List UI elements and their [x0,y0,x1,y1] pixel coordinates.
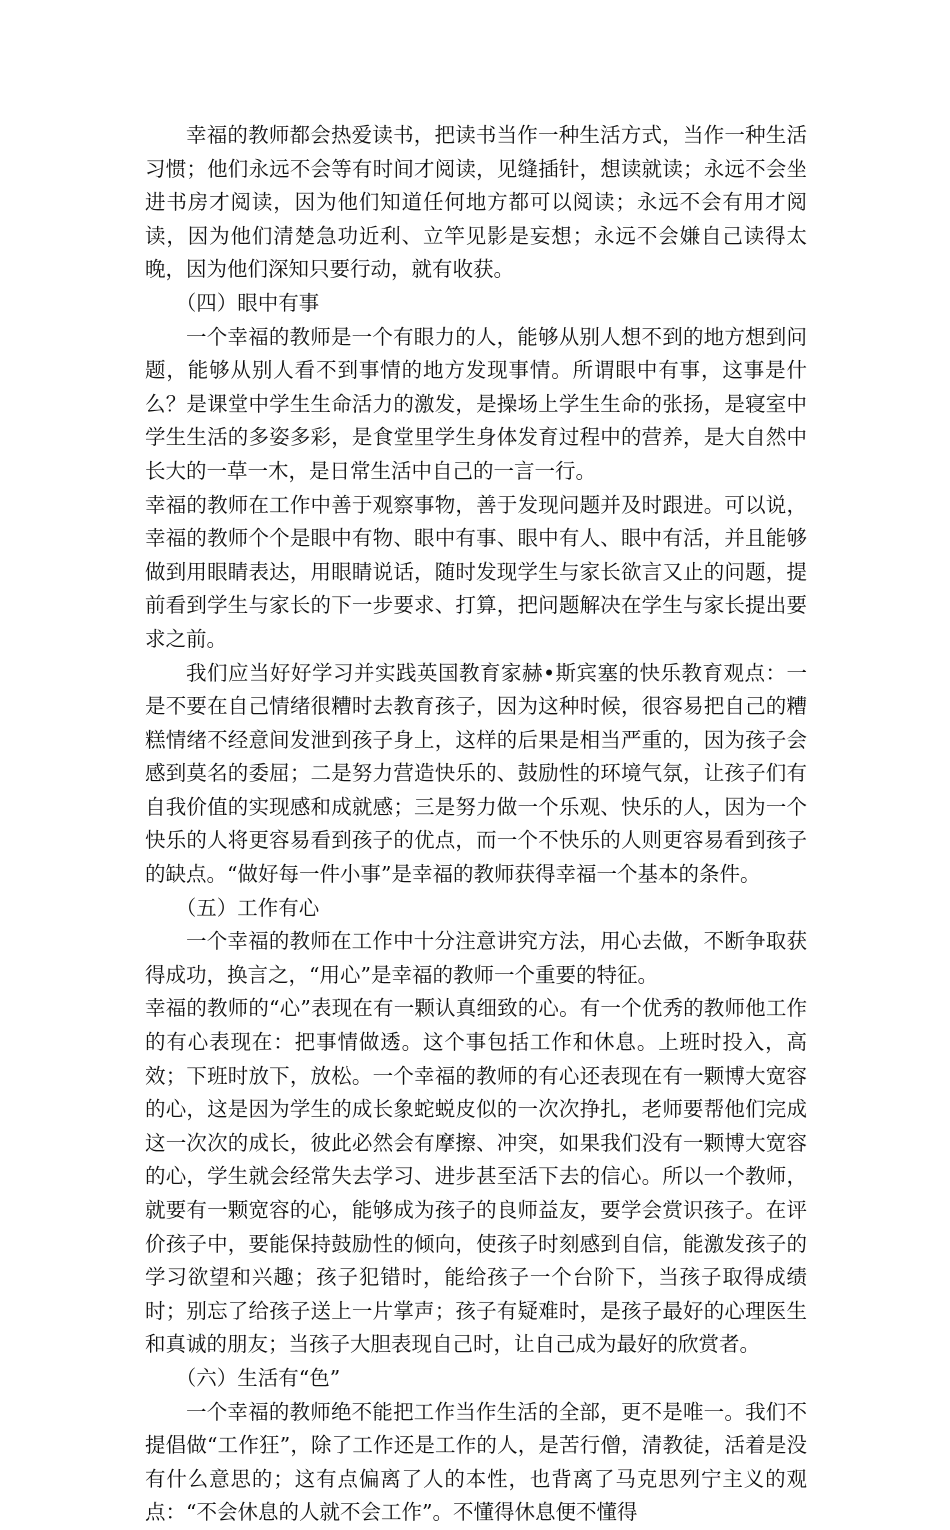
document-page [145,119,807,1530]
paragraph-heart: 幸福的教师的“心”表现在有一颗认真细致的心。有一个优秀的教师他工作的有心表现在：把事情做透。这个事包括工作和休息。上班时投入，高效；下班时放下，放松。一个幸福的教师的有心还表现在有一颗博大宽容的心，这是因为学生的成长象蛇蜕皮似的一次次挣扎，老师要帮他们完成这一次次的成长，彼此必然会有摩擦、冲突，如果我们没有一颗博大宽容的心，学生就会经常失去学习、进步甚至活下去的信心。所以一个教师，就要有一颗宽容的心，能够成为孩子的良师益友，要学会赏识孩子。在评价孩子中，要能保持鼓励性的倾向，使孩子时刻感到自信，能激发孩子的学习欲望和兴趣；孩子犯错时，能给孩子一个台阶下，当孩子取得成绩时；别忘了给孩子送上一片掌声；孩子有疑难时，是孩子最好的心理医生和真诚的朋友；当孩子大胆表现自己时，让自己成为最好的欣赏者。 [145,996,807,1357]
paragraph-observation: 幸福的教师在工作中善于观察事物，善于发现问题并及时跟进。可以说，幸福的教师个个是眼中有物、眼中有事、眼中有人、眼中有活，并且能够做到用眼睛表达，用眼睛说话，随时发现学生与家长欲言又止的问题，提前看到学生与家长的下一步要求、打算，把问题解决在学生与家长提出要求之前。 [145,492,807,651]
paragraph-reading: 幸福的教师都会热爱读书，把读书当作一种生活方式，当作一种生活习惯；他们永远不会等有时间才阅读，见缝插针，想读就读；永远不会坐进书房才阅读，因为他们知道任何地方都可以阅读；永远不会有用才阅读，因为他们清楚急功近利、立竿见影是妄想；永远不会嫌自己读得太晚，因为他们深知只要行动，就有收获。 [145,123,807,282]
section-heading-5: （五）工作有心 [175,895,320,920]
section-heading-6: （六）生活有“色” [175,1365,341,1390]
section-heading-4: （四）眼中有事 [175,290,320,315]
paragraph-eye-for-things: 一个幸福的教师是一个有眼力的人，能够从别人想不到的地方想到问题，能够从别人看不到事情的地方发现事情。所谓眼中有事，这事是什么？是课堂中学生生命活力的激发，是操场上学生生命的张扬，是寝室中学生生活的多姿多彩，是食堂里学生身体发育过程中的营养，是大自然中长大的一草一木，是日常生活中自己的一言一行。 [145,324,807,483]
paragraph-method: 一个幸福的教师在工作中十分注意讲究方法，用心去做，不断争取获得成功，换言之，“用心”是幸福的教师一个重要的特征。 [145,929,807,987]
paragraph-spencer: 我们应当好好学习并实践英国教育家赫•斯宾塞的快乐教育观点：一是不要在自己情绪很糟时去教育孩子，因为这种时候，很容易把自己的糟糕情绪不经意间发泄到孩子身上，这样的后果是相当严重的，因为孩子会感到莫名的委屈；二是努力营造快乐的、鼓励性的环境气氛，让孩子们有自我价值的实现感和成就感；三是努力做一个乐观、快乐的人，因为一个快乐的人将更容易看到孩子的优点，而一个不快乐的人则更容易看到孩子的缺点。“做好每一件小事”是幸福的教师获得幸福一个基本的条件。 [145,660,807,887]
paragraph-life: 一个幸福的教师绝不能把工作当作生活的全部，更不是唯一。我们不提倡做“工作狂”，除了工作还是工作的人，是苦行僧，清教徒，活着是没有什么意思的；这有点偏离了人的本性，也背离了马克思列宁主义的观点：“不会休息的人就不会工作”。不懂得休息便不懂得 [145,1399,807,1525]
